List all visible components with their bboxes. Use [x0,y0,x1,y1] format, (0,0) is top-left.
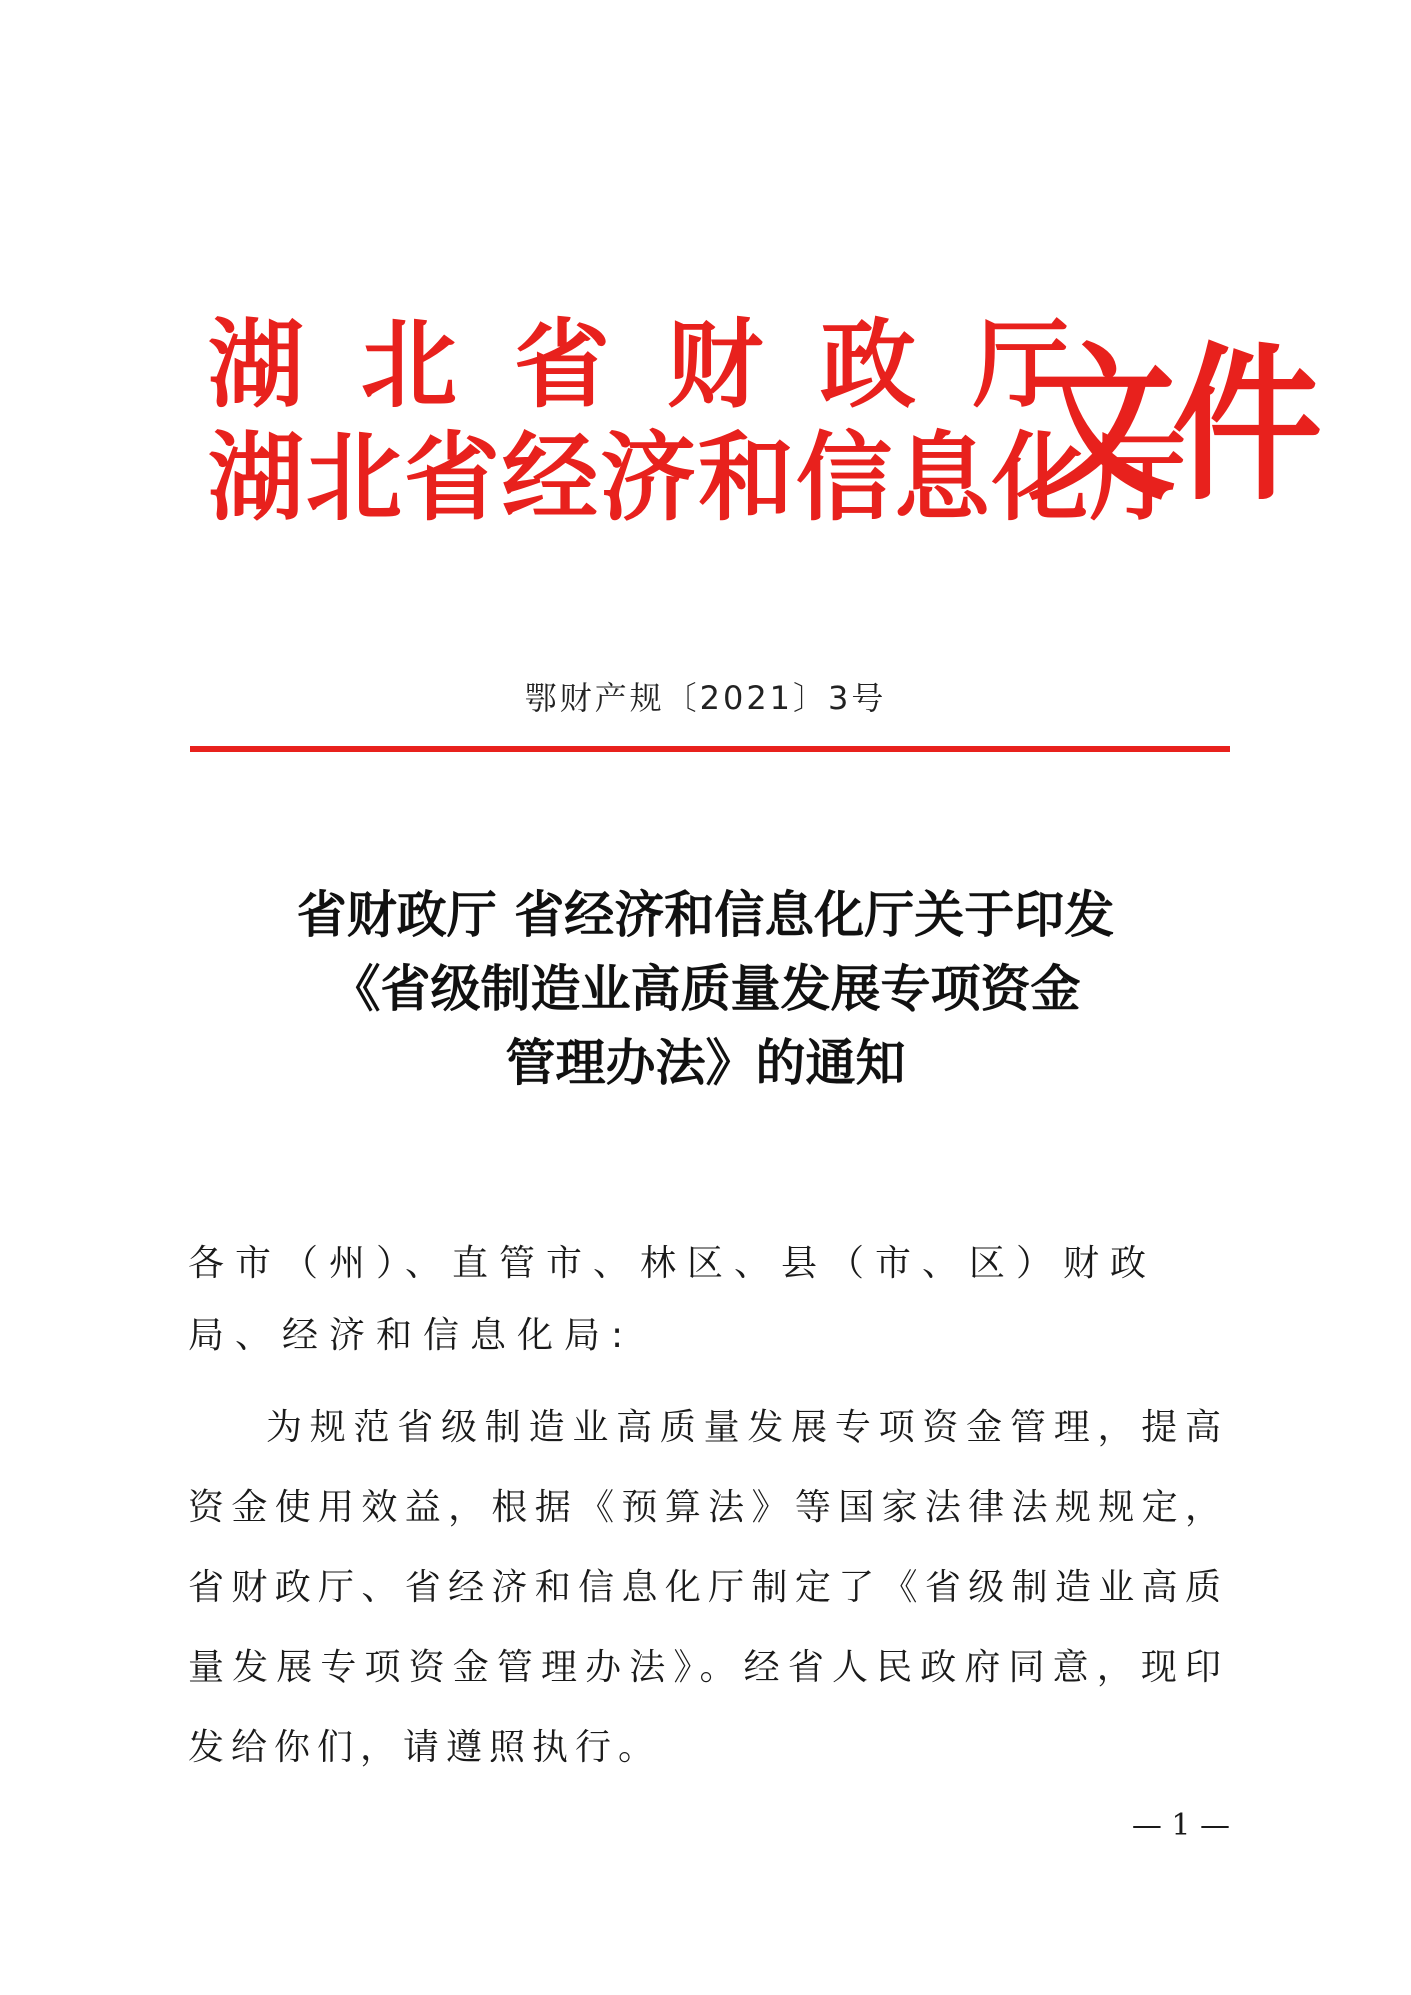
red-divider-line [190,746,1230,752]
document-number: 鄂财产规〔2021〕3号 [524,679,887,717]
title-line-1: 省财政厅 省经济和信息化厅关于印发 [296,885,1115,944]
body-paragraph: 为规范省级制造业高质量发展专项资金管理，提高资金使用效益，根据《预算法》等国家法律法规规定，省财政厅、省经济和信息化厅制定了《省级制造业高质量发展专项资金管理办法》。经省人民政府同意，现印发给你们，请遵照执行。 [188,1407,1228,1768]
title-line-2: 《省级制造业高质量发展专项资金 [330,959,1081,1018]
issuer-name-economy-department: 湖北省经济和信息化厅 [208,421,1188,534]
title-line-3: 管理办法》的通知 [505,1033,906,1092]
notice-title [0,878,1411,1100]
document-label: 文件 [1026,326,1319,524]
addressee: 各市（州）、直管市、林区、县（市、区）财政局、经济和信息化局: [188,1243,1158,1356]
page-number: — 1 — [1131,1808,1230,1843]
issuer-name-finance-department: 湖北省财政厅 [208,308,1126,421]
